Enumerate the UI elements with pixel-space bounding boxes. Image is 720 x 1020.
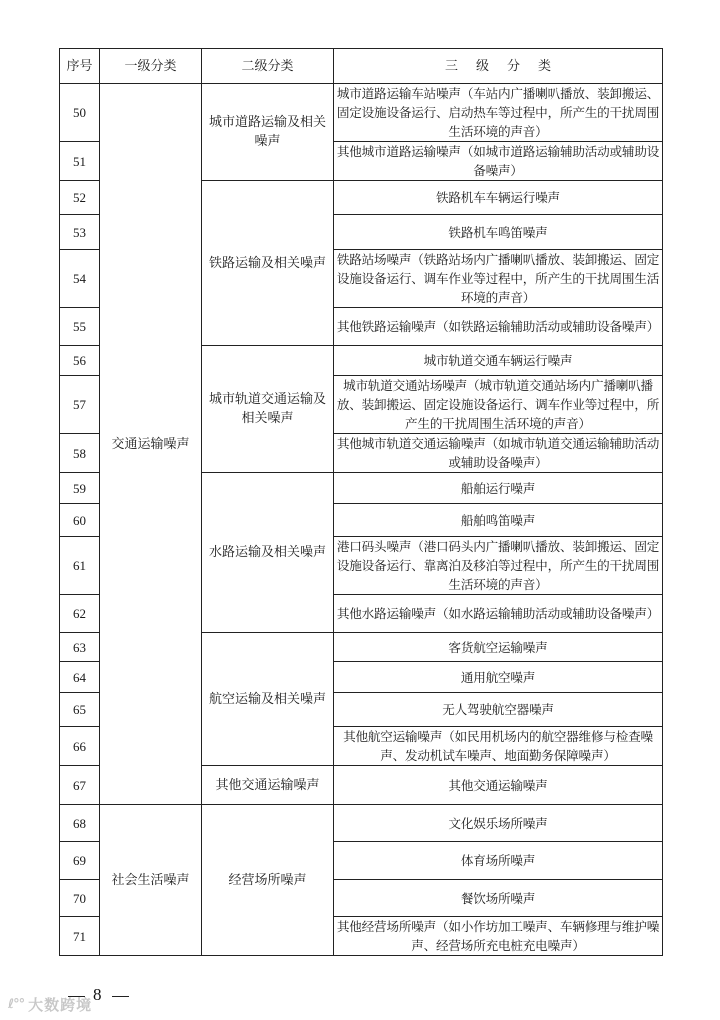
row-index: 62 <box>60 595 100 633</box>
dash-right <box>112 996 129 997</box>
table-row <box>60 805 663 842</box>
row-index: 67 <box>60 766 100 805</box>
level3-cell: 船舶鸣笛噪声 <box>334 504 663 537</box>
level3-cell: 其他铁路运输噪声（如铁路运输辅助活动或辅助设备噪声） <box>334 308 663 346</box>
level3-cell: 文化娱乐场所噪声 <box>334 805 663 842</box>
level1-cell: 交通运输噪声 <box>100 84 202 805</box>
level3-cell: 餐饮场所噪声 <box>334 880 663 917</box>
row-index: 55 <box>60 308 100 346</box>
watermark-logo-icon: ℓ°° <box>8 997 25 1012</box>
header-index: 序号 <box>60 49 100 84</box>
level2-cell: 城市道路运输及相关噪声 <box>202 84 334 181</box>
row-index: 58 <box>60 434 100 473</box>
row-index: 50 <box>60 84 100 142</box>
header-level2: 二级分类 <box>202 49 334 84</box>
row-index: 63 <box>60 633 100 662</box>
row-index: 57 <box>60 376 100 434</box>
row-index: 60 <box>60 504 100 537</box>
noise-classification-table <box>59 48 663 956</box>
level3-cell: 客货航空运输噪声 <box>334 633 663 662</box>
watermark <box>8 994 92 1015</box>
level3-cell: 港口码头噪声（港口码头内广播喇叭播放、装卸搬运、固定设施设备运行、靠离泊及移泊等过程中，所产生的干扰周围生活环境的声音） <box>334 537 663 595</box>
level3-cell: 其他经营场所噪声（如小作坊加工噪声、车辆修理与维护噪声、经营场所充电桩充电噪声） <box>334 917 663 956</box>
level3-cell: 船舶运行噪声 <box>334 473 663 504</box>
row-index: 54 <box>60 250 100 308</box>
row-index: 61 <box>60 537 100 595</box>
level2-cell: 城市轨道交通运输及相关噪声 <box>202 346 334 473</box>
level3-cell: 铁路站场噪声（铁路站场内广播喇叭播放、装卸搬运、固定设施设备运行、调车作业等过程中，所产生的干扰周围生活环境的声音） <box>334 250 663 308</box>
level3-cell: 无人驾驶航空器噪声 <box>334 693 663 727</box>
level3-cell: 其他城市轨道交通运输噪声（如城市轨道交通运输辅助活动或辅助设备噪声） <box>334 434 663 473</box>
row-index: 70 <box>60 880 100 917</box>
level3-cell: 其他交通运输噪声 <box>334 766 663 805</box>
row-index: 56 <box>60 346 100 376</box>
level3-cell: 城市轨道交通车辆运行噪声 <box>334 346 663 376</box>
row-index: 65 <box>60 693 100 727</box>
row-index: 69 <box>60 842 100 880</box>
row-index: 59 <box>60 473 100 504</box>
level2-cell: 铁路运输及相关噪声 <box>202 181 334 346</box>
level3-cell: 其他航空运输噪声（如民用机场内的航空器维修与检查噪声、发动机试车噪声、地面勤务保障噪声） <box>334 727 663 766</box>
row-index: 71 <box>60 917 100 956</box>
row-index: 51 <box>60 142 100 181</box>
level3-cell: 其他水路运输噪声（如水路运输辅助活动或辅助设备噪声） <box>334 595 663 633</box>
page-number-value: 8 <box>93 985 104 1004</box>
level3-cell: 城市道路运输车站噪声（车站内广播喇叭播放、装卸搬运、固定设施设备运行、启动热车等过程中，所产生的干扰周围生活环境的声音） <box>334 84 663 142</box>
level2-cell: 水路运输及相关噪声 <box>202 473 334 633</box>
header-level1: 一级分类 <box>100 49 202 84</box>
level3-cell: 铁路机车鸣笛噪声 <box>334 215 663 250</box>
level3-cell: 其他城市道路运输噪声（如城市道路运输辅助活动或辅助设备噪声） <box>334 142 663 181</box>
level1-cell: 社会生活噪声 <box>100 805 202 956</box>
level2-cell: 经营场所噪声 <box>202 805 334 956</box>
level2-cell: 航空运输及相关噪声 <box>202 633 334 766</box>
level3-cell: 通用航空噪声 <box>334 662 663 693</box>
table-row <box>60 84 663 142</box>
row-index: 53 <box>60 215 100 250</box>
row-index: 68 <box>60 805 100 842</box>
watermark-text: 大数跨境 <box>28 996 93 1014</box>
row-index: 66 <box>60 727 100 766</box>
row-index: 64 <box>60 662 100 693</box>
level3-cell: 城市轨道交通站场噪声（城市轨道交通站场内广播喇叭播放、装卸搬运、固定设施设备运行、调车作业等过程中，所产生的干扰周围生活环境的声音） <box>334 376 663 434</box>
header-level3: 三级分类 <box>334 49 663 84</box>
level2-cell: 其他交通运输噪声 <box>202 766 334 805</box>
level3-cell: 铁路机车车辆运行噪声 <box>334 181 663 215</box>
table-header-row <box>60 49 663 84</box>
row-index: 52 <box>60 181 100 215</box>
level3-cell: 体育场所噪声 <box>334 842 663 880</box>
